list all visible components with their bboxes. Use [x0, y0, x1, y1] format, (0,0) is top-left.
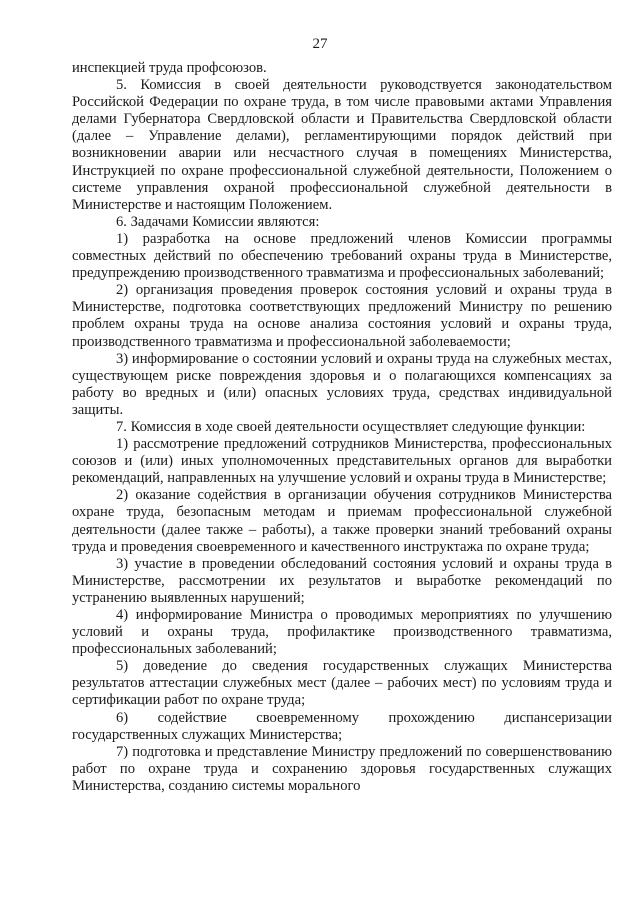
document-body [72, 60, 612, 795]
paragraph: 5) доведение до сведения государственных служащих Министерства результатов аттестации служебных мест (далее – рабочих мест) по условиям труда и сертификации работ по охране труда; [72, 658, 612, 709]
page-number: 27 [312, 36, 328, 52]
paragraph: 1) разработка на основе предложений членов Комиссии программы совместных действий по обеспечению требований охраны труда в Министерстве, предупреждению производственного травматизма и профессиональных заболеваний; [72, 230, 612, 282]
paragraph: 4) информирование Министра о проводимых мероприятиях по улучшению условий и охраны труда, профилактике производственного травматизма, профессиональных заболеваний; [72, 607, 612, 658]
paragraph: 6. Задачами Комиссии являются: [116, 213, 320, 230]
paragraph: 2) организация проведения проверок состояния условий и охраны труда в Министерстве, подготовка соответствующих предложений Министру по решению проблем охраны труда на основе анализа состояния условий и охраны труда, производственного травматизма и профессиональной заболеваемости; [72, 282, 612, 350]
paragraph: 2) оказание содействия в организации обучения сотрудников Министерства охране труда, безопасным методам и приемам профессиональной служебной деятельности (далее также – работы), а также проверки знаний требований охраны труда и проведения своевременного и качественного инструктажа по охране труда; [72, 487, 612, 555]
paragraph: 7) подготовка и представление Министру предложений по совершенствованию работ по охране труда и сохранению здоровья государственных служащих Министерства, созданию системы морального [72, 743, 612, 794]
paragraph: инспекцией труда профсоюзов. [72, 60, 267, 76]
paragraph: 7. Комиссия в ходе своей деятельности осуществляет следующие функции: [116, 418, 586, 435]
paragraph: 6) содействие своевременному прохождению диспансеризации государственных служащих Министерства; [72, 709, 612, 743]
paragraph: 5. Комиссия в своей деятельности руководствуется законодательством Российской Федерации по охране труда, в том числе правовыми актами Управления делами Губернатора Свердловской области и Правительства Свердловской области (далее – Управление делами), регламентирующими порядок действий при возникновении аварии или несчастного случая в помещениях Министерства, Инструкцией по охране профессиональной служебной деятельности, Положением о системе управления охраной профессиональной служебной деятельности в Министерстве и настоящим Положением. [72, 77, 612, 213]
paragraph: 1) рассмотрение предложений сотрудников Министерства, профессиональных союзов и (или) иных уполномоченных представительных органов для выработки рекомендаций, направленных на улучшение условий и охраны труда в Министерстве; [72, 436, 612, 487]
paragraph: 3) участие в проведении обследований состояния условий и охраны труда в Министерстве, рассмотрении их результатов и выработке рекомендаций по устранению выявленных нарушений; [72, 555, 612, 606]
paragraph: 3) информирование о состоянии условий и охраны труда на служебных местах, существующем риске повреждения здоровья и о полагающихся компенсациях за работу во вредных и (или) опасных условиях труда, средствах индивидуальной защиты. [72, 350, 612, 418]
